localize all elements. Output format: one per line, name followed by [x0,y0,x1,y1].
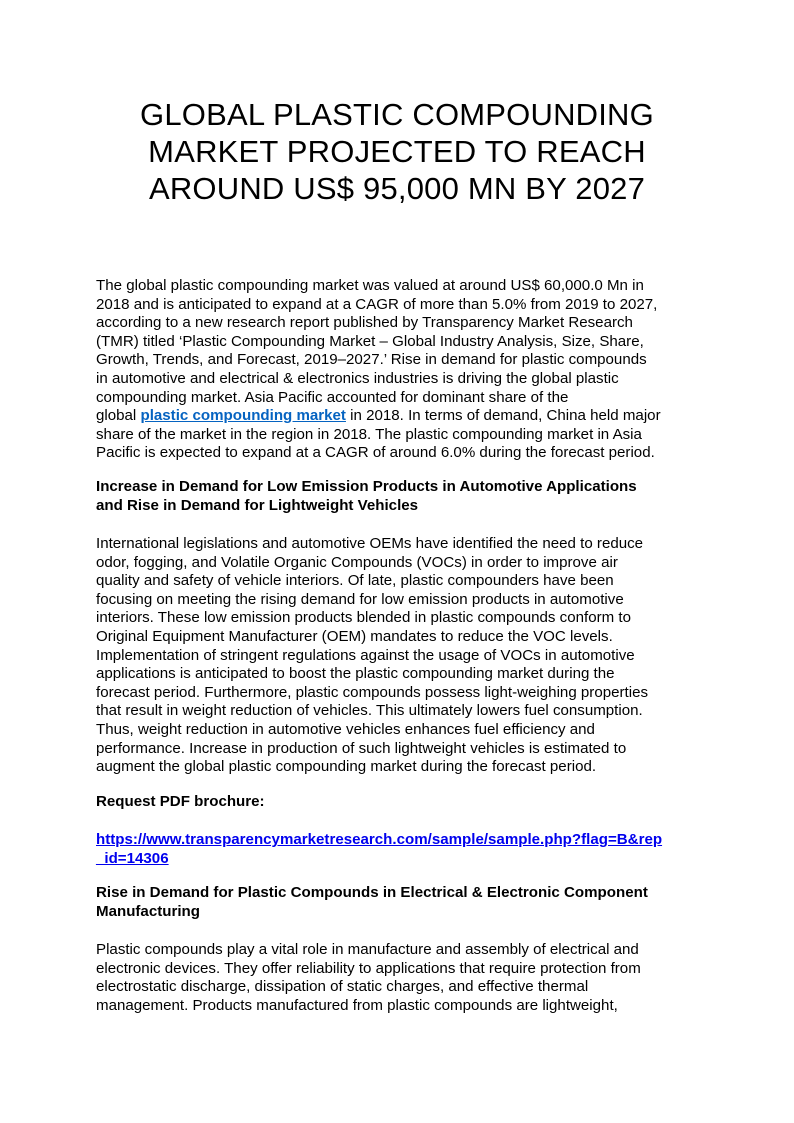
low-emission-paragraph [96,535,706,777]
text-line: 2018 and is anticipated to expand at a CAGR of more than 5.0% from 2019 to 2027, [96,295,658,313]
text-line: that result in weight reduction of vehicles. This ultimately lowers fuel consumption. [96,702,643,720]
text-line: odor, fogging, and Volatile Organic Compounds (VOCs) in order to improve air [96,553,618,571]
text-fragment: in 2018. In terms of demand, China held major [345,407,661,425]
heading-line: Increase in Demand for Low Emission Products in Automotive Applications [96,478,637,495]
text-line: electronic devices. They offer reliability to applications that require protection from [96,959,641,977]
url-line[interactable]: https://www.transparencymarketresearch.com/sample/sample.php?flag=B&rep [96,831,663,848]
heading-line: and Rise in Demand for Lightweight Vehicles [96,496,419,514]
section-heading-low-emission [96,478,706,515]
text-line: The global plastic compounding market was valued at around US$ 60,000.0 Mn in [96,277,644,294]
text-line: performance. Increase in production of such lightweight vehicles is estimated to [96,739,627,757]
text-line: forecast period. Furthermore, plastic compounds possess light-weighing properties [96,683,649,701]
text-line: interiors. These low emission products blended in plastic compounds conform to [96,609,631,627]
request-brochure-heading [96,793,706,812]
electrical-paragraph [96,941,706,1015]
text-line: in automotive and electrical & electronics industries is driving the global plastic [96,369,619,387]
text-fragment: global [96,407,141,425]
brochure-url-link[interactable] [96,831,706,868]
text-line: Pacific is expected to expand at a CAGR of around 6.0% during the forecast period. [96,444,655,462]
text-line: International legislations and automotive OEMs have identified the need to reduce [96,535,644,552]
text-line: quality and safety of vehicle interiors. Of late, plastic compounders have been [96,572,614,590]
text-line: Growth, Trends, and Forecast, 2019–2027.’ Rise in demand for plastic compounds [96,351,647,369]
text-line: focusing on meeting the rising demand for low emission products in automotive [96,590,624,608]
text-line: augment the global plastic compounding market during the forecast period. [96,758,597,776]
text-line: Original Equipment Manufacturer (OEM) mandates to reduce the VOC levels. [96,627,613,645]
heading-line: Manufacturing [96,902,200,920]
intro-paragraph [96,277,706,463]
text-line: Implementation of stringent regulations against the usage of VOCs in automotive [96,646,635,664]
text-line: management. Products manufactured from plastic compounds are lightweight, [96,996,618,1014]
text-line: electrostatic discharge, dissipation of static charges, and effective thermal [96,978,589,996]
text-line: compounding market. Asia Pacific accounted for dominant share of the [96,388,569,406]
text-line-with-link [96,407,706,426]
text-line: Thus, weight reduction in automotive vehicles enhances fuel efficiency and [96,720,595,738]
url-line[interactable]: _id=14306 [96,849,169,867]
section-heading-electrical [96,884,706,921]
text-line: Plastic compounds play a vital role in manufacture and assembly of electrical and [96,941,639,958]
title-line: AROUND US$ 95,000 MN BY 2027 [148,171,646,206]
heading-line: Request PDF brochure: [96,793,265,810]
title-line: MARKET PROJECTED TO REACH [148,134,646,169]
brochure-url-block [96,831,706,868]
text-line: applications is anticipated to boost the plastic compounding market during the [96,665,615,683]
text-line: share of the market in the region in 2018. The plastic compounding market in Asia [96,425,642,443]
page-title [96,96,698,207]
text-line: (TMR) titled ‘Plastic Compounding Market – Global Industry Analysis, Size, Share, [96,332,644,350]
heading-line: Rise in Demand for Plastic Compounds in Electrical & Electronic Component [96,884,648,901]
title-line: GLOBAL PLASTIC COMPOUNDING [140,97,654,132]
plastic-compounding-market-link[interactable]: plastic compounding market [140,407,346,425]
text-line: according to a new research report published by Transparency Market Research [96,314,633,332]
